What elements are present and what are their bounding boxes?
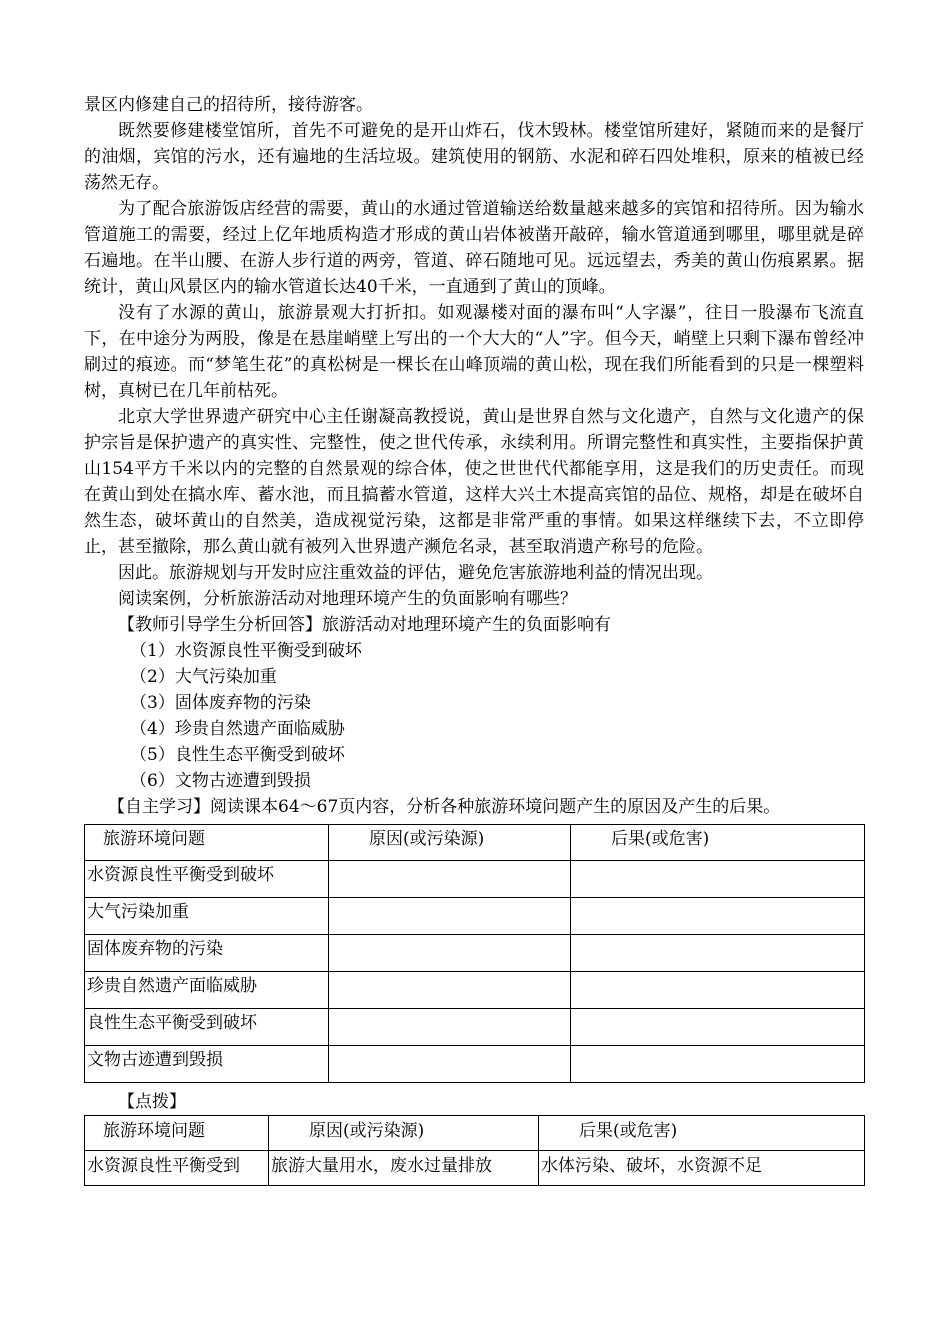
impact-item: （2）大气污染加重	[130, 667, 277, 687]
table-row	[85, 972, 865, 1009]
paragraph-6: 因此。旅游规划与开发时应注重效益的评估，避免危害旅游地利益的情况出现。	[118, 563, 713, 583]
header-cause: 原因(或污染源)	[269, 1116, 539, 1151]
cause-cell: 旅游大量用水，废水过量排放	[269, 1151, 539, 1186]
paragraph-4: 没有了水源的黄山，旅游景观大打折扣。如观瀑楼对面的瀑布叫“人字瀑”，往日一股瀑布飞流直下，在中途分为两股，像是在悬崖峭壁上写出的一个大大的“人”字。但今天，峭壁上只剩下瀑布曾经冲刷过的痕迹。而“梦笔生花”的真松树是一棵长在山峰顶端的黄山松，现在我们所能看到的只是一棵塑料树，真树已在几年前枯死。	[84, 303, 864, 401]
table-row	[85, 935, 865, 972]
header-problem: 旅游环境问题	[85, 825, 329, 861]
consequence-cell[interactable]	[571, 861, 865, 898]
cause-cell[interactable]	[329, 1046, 571, 1083]
teacher-guide-heading: 【教师引导学生分析回答】旅游活动对地理环境产生的负面影响有	[118, 615, 611, 635]
consequence-cell[interactable]	[571, 898, 865, 935]
cause-cell[interactable]	[329, 935, 571, 972]
paragraph-2: 既然要修建楼堂馆所，首先不可避免的是开山炸石，伐木毁林。楼堂馆所建好，紧随而来的是餐厅的油烟，宾馆的污水，还有遍地的生活垃圾。建筑使用的钢筋、水泥和碎石四处堆积，原来的植被已经荡然无存。	[84, 121, 864, 193]
header-consequence: 后果(或危害)	[571, 825, 865, 861]
reading-question: 阅读案例，分析旅游活动对地理环境产生的负面影响有哪些？	[118, 589, 577, 609]
table-row	[85, 1046, 865, 1083]
header-cause: 原因(或污染源)	[329, 825, 571, 861]
paragraph-1: 景区内修建自己的招待所，接待游客。	[84, 95, 373, 115]
table-header-row	[85, 825, 865, 861]
impact-item: （6）文物古迹遭到毁损	[130, 771, 311, 791]
table-row	[85, 898, 865, 935]
problem-cell: 大气污染加重	[85, 898, 329, 935]
problem-cell: 珍贵自然遗产面临威胁	[85, 972, 329, 1009]
paragraph-5: 北京大学世界遗产研究中心主任谢凝高教授说，黄山是世界自然与文化遗产，自然与文化遗产的保护宗旨是保护遗产的真实性、完整性，使之世代传承，永续利用。所谓完整性和真实性，主要指保护黄山154平方千米以内的完整的自然景观的综合体，使之世世代代都能享用，这是我们的历史责任。而现在黄山到处在搞水库、蓄水池，而且搞蓄水管道，这样大兴土木提高宾馆的品位、规格，却是在破坏自然生态，破坏黄山的自然美，造成视觉污染，这都是非常严重的事情。如果这样继续下去，不立即停止，甚至撤除，那么黄山就有被列入世界遗产濒危名录，甚至取消遗产称号的危险。	[84, 407, 864, 557]
consequence-cell: 水体污染、破坏，水资源不足	[539, 1151, 865, 1186]
problem-cell: 良性生态平衡受到破坏	[85, 1009, 329, 1046]
analysis-table	[84, 824, 865, 1083]
problem-cell: 水资源良性平衡受到	[85, 1151, 269, 1186]
consequence-cell[interactable]	[571, 1046, 865, 1083]
header-problem: 旅游环境问题	[85, 1116, 269, 1151]
problem-cell: 水资源良性平衡受到破坏	[85, 861, 329, 898]
impact-item: （1）水资源良性平衡受到破坏	[130, 641, 362, 661]
impact-item: （5）良性生态平衡受到破坏	[130, 745, 345, 765]
table-row	[85, 861, 865, 898]
table-header-row	[85, 1116, 865, 1151]
consequence-cell[interactable]	[571, 935, 865, 972]
consequence-cell[interactable]	[571, 972, 865, 1009]
self-study-heading: 【自主学习】阅读课本64～67页内容，分析各种旅游环境问题产生的原因及产生的后果。	[108, 797, 781, 817]
header-consequence: 后果(或危害)	[539, 1116, 865, 1151]
table-row	[85, 1151, 865, 1186]
cause-cell[interactable]	[329, 861, 571, 898]
hint-heading: 【点拨】	[118, 1092, 186, 1112]
cause-cell[interactable]	[329, 898, 571, 935]
hint-table	[84, 1115, 865, 1186]
cause-cell[interactable]	[329, 972, 571, 1009]
impact-item: （3）固体废弃物的污染	[130, 693, 311, 713]
cause-cell[interactable]	[329, 1009, 571, 1046]
document-page	[84, 92, 864, 1186]
paragraph-3: 为了配合旅游饭店经营的需要，黄山的水通过管道输送给数量越来越多的宾馆和招待所。因为输水管道施工的需要，经过上亿年地质构造才形成的黄山岩体被凿开敲碎，输水管道通到哪里，哪里就是碎石遍地。在半山腰、在游人步行道的两旁，管道、碎石随地可见。远远望去，秀美的黄山伤痕累累。据统计，黄山风景区内的输水管道长达40千米，一直通到了黄山的顶峰。	[84, 199, 864, 297]
problem-cell: 固体废弃物的污染	[85, 935, 329, 972]
table-row	[85, 1009, 865, 1046]
consequence-cell[interactable]	[571, 1009, 865, 1046]
problem-cell: 文物古迹遭到毁损	[85, 1046, 329, 1083]
impact-item: （4）珍贵自然遗产面临威胁	[130, 719, 345, 739]
